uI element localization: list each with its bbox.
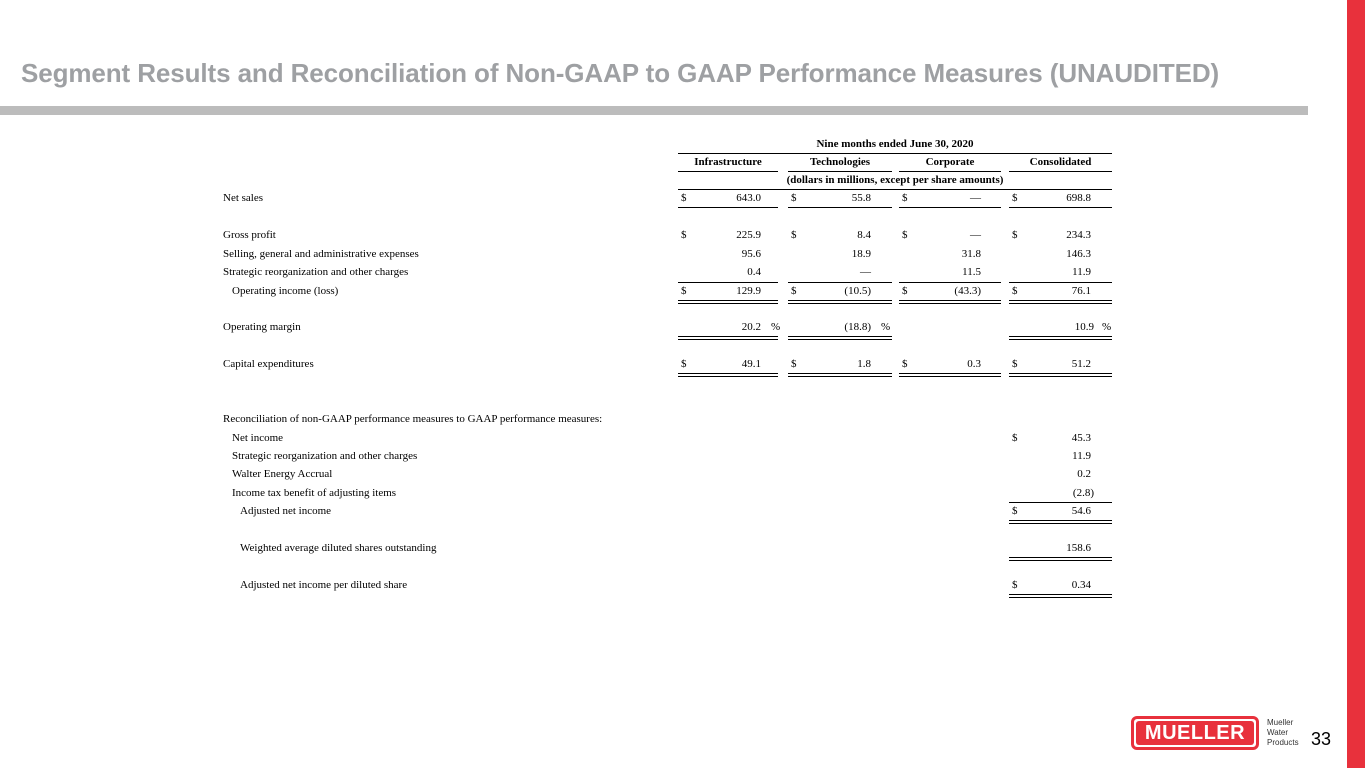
- double-rule: [1009, 300, 1112, 304]
- row-rule: [899, 207, 1001, 208]
- row-rule: [899, 282, 1001, 283]
- cell-value: —: [970, 192, 981, 204]
- cell-value: 10.9: [1074, 321, 1094, 333]
- recon-label-adjusted-net-income: Adjusted net income: [240, 505, 332, 517]
- row-rule: [1009, 282, 1112, 283]
- units-note: (dollars in millions, except per share amounts): [786, 174, 1004, 186]
- recon-value: 158.6: [1066, 542, 1091, 554]
- currency-sign: $: [1012, 358, 1018, 370]
- percent-sign: %: [771, 321, 781, 333]
- cell-value: —: [970, 229, 981, 241]
- cell-value: 0.3: [967, 358, 981, 370]
- row-rule: [1009, 207, 1112, 208]
- currency-sign: $: [1012, 505, 1018, 517]
- cell-value: (10.5): [844, 285, 871, 297]
- title-divider: [0, 106, 1308, 115]
- double-rule: [788, 300, 892, 304]
- row-label-net-sales: Net sales: [223, 192, 264, 204]
- double-rule: [1009, 336, 1112, 340]
- page-number: 33: [1311, 729, 1332, 749]
- row-rule: [1009, 502, 1112, 503]
- double-rule: [1009, 594, 1112, 598]
- cell-value: 49.1: [741, 358, 761, 370]
- logo-subtext-line2: Water: [1267, 728, 1289, 737]
- col-header-infrastructure: Infrastructure: [694, 156, 762, 168]
- cell-value: 76.1: [1071, 285, 1091, 297]
- row-label-operating-margin: Operating margin: [223, 321, 301, 333]
- cell-value: 18.9: [851, 248, 871, 260]
- percent-sign: %: [1102, 321, 1112, 333]
- currency-sign: $: [902, 192, 908, 204]
- currency-sign: $: [902, 229, 908, 241]
- cell-value: 55.8: [851, 192, 871, 204]
- cell-value: 95.6: [741, 248, 761, 260]
- cell-value: 643.0: [736, 192, 761, 204]
- currency-sign: $: [1012, 285, 1018, 297]
- col-header-rule: [899, 171, 1001, 172]
- double-rule: [678, 336, 778, 340]
- currency-sign: $: [1012, 432, 1018, 444]
- recon-value: (2.8): [1072, 487, 1094, 499]
- col-header-consolidated: Consolidated: [1029, 156, 1092, 168]
- recon-label-tax: Income tax benefit of adjusting items: [232, 487, 397, 499]
- reconciliation-heading: Reconciliation of non-GAAP performance measures to GAAP performance measures:: [223, 413, 603, 425]
- recon-label-net-income: Net income: [232, 432, 284, 444]
- recon-value: 0.34: [1071, 579, 1091, 591]
- mueller-logo: [1131, 716, 1259, 750]
- cell-value: 234.3: [1066, 229, 1091, 241]
- recon-label-walter: Walter Energy Accrual: [232, 468, 333, 480]
- recon-value: 0.2: [1077, 468, 1091, 480]
- row-label-capex: Capital expenditures: [223, 358, 314, 370]
- recon-label-strategic: Strategic reorganization and other charges: [232, 450, 418, 462]
- currency-sign: $: [1012, 229, 1018, 241]
- currency-sign: $: [1012, 192, 1018, 204]
- recon-label-shares: Weighted average diluted shares outstanding: [240, 542, 437, 554]
- double-rule: [1009, 373, 1112, 377]
- cell-value: 8.4: [857, 229, 871, 241]
- period-header: Nine months ended June 30, 2020: [816, 138, 974, 150]
- double-rule: [899, 300, 1001, 304]
- col-header-rule: [678, 171, 778, 172]
- cell-value: 1.8: [857, 358, 871, 370]
- row-label-gross-profit: Gross profit: [223, 229, 276, 241]
- row-label-sga: Selling, general and administrative expenses: [223, 248, 419, 260]
- col-header-technologies: Technologies: [809, 156, 871, 168]
- currency-sign: $: [681, 285, 687, 297]
- recon-label-eps: Adjusted net income per diluted share: [240, 579, 408, 591]
- cell-value: 20.2: [741, 321, 761, 333]
- row-rule: [678, 207, 778, 208]
- logo-wordmark: MUELLER: [1144, 722, 1246, 744]
- cell-value: (43.3): [954, 285, 981, 297]
- col-header-rule: [788, 171, 892, 172]
- double-rule: [788, 373, 892, 377]
- logo-subtext-line1: Mueller: [1267, 718, 1294, 727]
- row-rule: [788, 207, 892, 208]
- recon-value: 11.9: [1072, 450, 1091, 462]
- percent-sign: %: [881, 321, 891, 333]
- cell-value: —: [860, 266, 871, 278]
- cell-value: 146.3: [1066, 248, 1091, 260]
- double-rule: [1009, 520, 1112, 524]
- cell-value: 129.9: [736, 285, 761, 297]
- row-label-operating-income: Operating income (loss): [232, 285, 339, 297]
- units-note-rule: [678, 189, 1112, 190]
- row-rule: [788, 282, 892, 283]
- logo-badge: [1136, 721, 1254, 745]
- cell-value: 31.8: [961, 248, 981, 260]
- currency-sign: $: [681, 192, 687, 204]
- double-rule: [678, 300, 778, 304]
- row-rule: [678, 282, 778, 283]
- col-header-rule: [1009, 171, 1112, 172]
- currency-sign: $: [791, 285, 797, 297]
- cell-value: 698.8: [1066, 192, 1091, 204]
- currency-sign: $: [681, 358, 687, 370]
- currency-sign: $: [902, 285, 908, 297]
- logo-subtext-line3: Products: [1267, 738, 1299, 747]
- right-accent-bar: [1347, 0, 1365, 768]
- cell-value: (18.8): [844, 321, 871, 333]
- currency-sign: $: [1012, 579, 1018, 591]
- cell-value: 51.2: [1071, 358, 1091, 370]
- currency-sign: $: [791, 358, 797, 370]
- recon-value: 45.3: [1071, 432, 1091, 444]
- cell-value: 11.9: [1072, 266, 1091, 278]
- col-header-corporate: Corporate: [925, 156, 975, 168]
- double-rule: [678, 373, 778, 377]
- double-rule: [1009, 557, 1112, 561]
- row-label-strategic: Strategic reorganization and other charges: [223, 266, 409, 278]
- recon-value: 54.6: [1071, 505, 1091, 517]
- currency-sign: $: [902, 358, 908, 370]
- page-title: Segment Results and Reconciliation of Non-GAAP to GAAP Performance Measures (UNAUDITED): [21, 58, 1220, 88]
- double-rule: [899, 373, 1001, 377]
- period-header-rule: [678, 153, 1112, 154]
- cell-value: 11.5: [962, 266, 981, 278]
- double-rule: [788, 336, 892, 340]
- currency-sign: $: [681, 229, 687, 241]
- currency-sign: $: [791, 192, 797, 204]
- cell-value: 225.9: [736, 229, 761, 241]
- cell-value: 0.4: [747, 266, 761, 278]
- currency-sign: $: [791, 229, 797, 241]
